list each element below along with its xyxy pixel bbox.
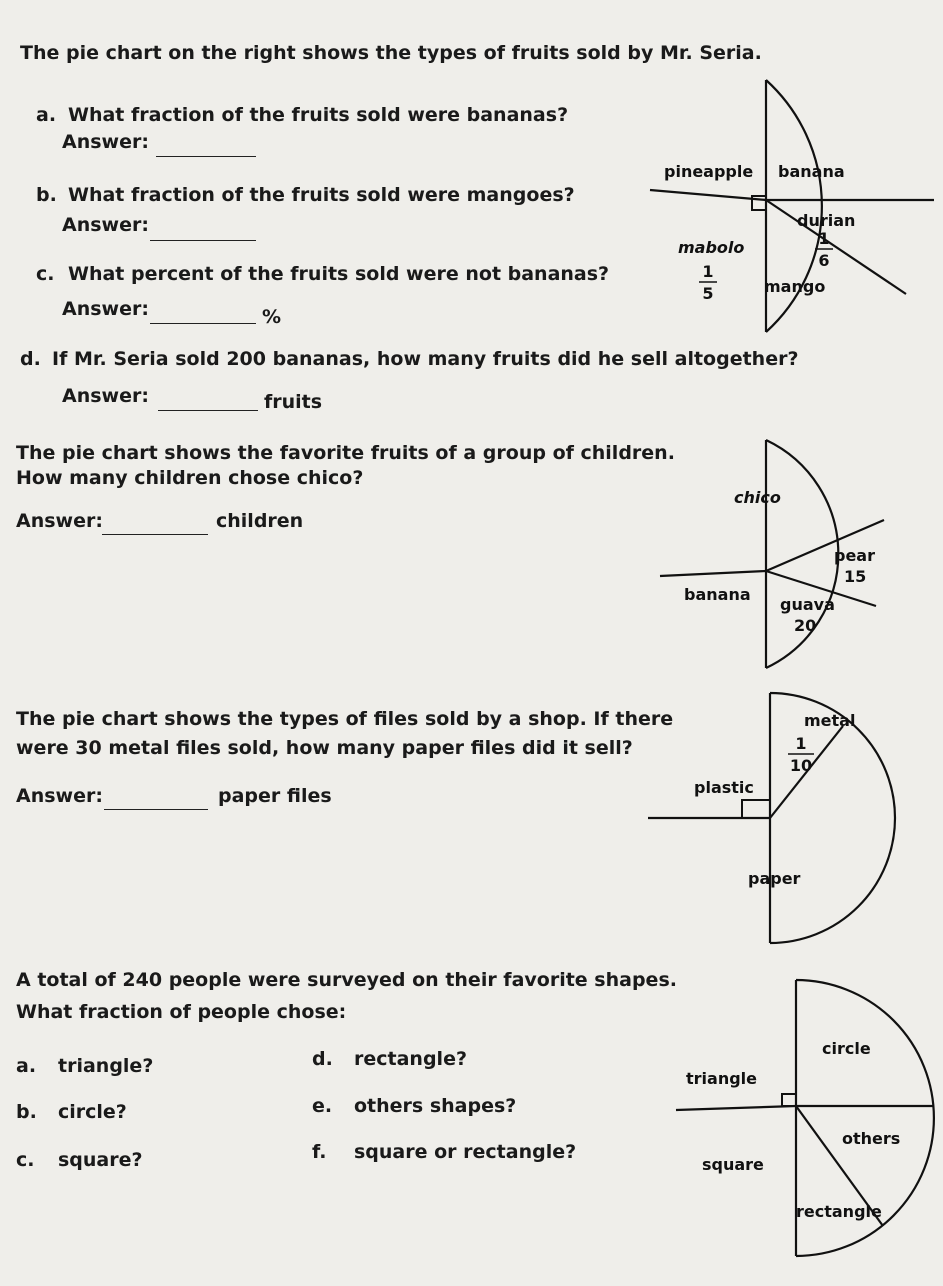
pie1-label-mabolo: mabolo — [678, 238, 745, 257]
pie1-mabolo-frac-num: 1 — [702, 262, 714, 281]
section3-unit: paper files — [218, 785, 332, 807]
pie3-label-metal: metal — [804, 711, 856, 730]
section4-item-e-text: others shapes? — [354, 1095, 517, 1117]
pie3-metal-frac-den: 10 — [789, 756, 813, 775]
pie2-value-guava: 20 — [794, 616, 817, 635]
pie2-label-banana: banana — [684, 585, 751, 604]
section4-line1: A total of 240 people were surveyed on their favorite shapes. — [16, 969, 677, 991]
fruits-unit: fruits — [264, 391, 323, 413]
section4-item-d-letter: d. — [312, 1048, 333, 1070]
section4-item-c-letter: c. — [16, 1149, 35, 1171]
pie3-metal-frac-num: 1 — [795, 734, 807, 753]
pie4-label-triangle: triangle — [686, 1069, 757, 1088]
answer-a-label: Answer: — [62, 131, 149, 153]
section4-item-a-text: triangle? — [58, 1055, 154, 1077]
pie4-label-rectangle: rectangle — [796, 1202, 882, 1221]
section4-item-e-letter: e. — [312, 1095, 333, 1117]
pie1-label-durian: durian — [797, 211, 856, 230]
section3-line1: The pie chart shows the types of files sold by a shop. If there — [16, 708, 674, 730]
pie1-mabolo-frac-den: 5 — [702, 284, 714, 303]
section2-unit: children — [216, 510, 304, 532]
pie4-label-square: square — [702, 1155, 764, 1174]
section2-answer-label: Answer: — [16, 510, 103, 532]
pie3-label-plastic: plastic — [694, 778, 754, 797]
section3-line2: were 30 metal files sold, how many paper files did it sell? — [16, 737, 633, 759]
pie1-label-pineapple: pineapple — [664, 162, 754, 181]
pie1-label-banana: banana — [778, 162, 845, 181]
section1-intro: The pie chart on the right shows the types of fruits sold by Mr. Seria. — [20, 42, 762, 64]
pie4-divider-triangle-square — [676, 1106, 796, 1110]
pie3-label-paper: paper — [748, 869, 801, 888]
pie1-label-mango: mango — [764, 277, 826, 296]
section4-item-a-letter: a. — [16, 1055, 37, 1077]
question-d-text: If Mr. Seria sold 200 bananas, how many fruits did he sell altogether? — [52, 348, 799, 370]
section4-item-d-text: rectangle? — [354, 1048, 467, 1070]
section4-item-f-text: square or rectangle? — [354, 1141, 577, 1163]
section3-answer-label: Answer: — [16, 785, 103, 807]
section4-item-f-letter: f. — [312, 1141, 327, 1163]
pie4-right-angle-mark — [782, 1094, 796, 1106]
pie2-label-guava: guava — [780, 595, 835, 614]
pie2-label-pear: pear — [834, 546, 875, 565]
section2-line2: How many children chose chico? — [16, 467, 364, 489]
percent-unit: % — [262, 306, 282, 328]
pie1-durian-frac-num: 1 — [818, 229, 830, 248]
answer-d-label: Answer: — [62, 385, 149, 407]
question-c-letter: c. — [36, 263, 55, 285]
section4-item-c-text: square? — [58, 1149, 143, 1171]
question-d-letter: d. — [20, 348, 41, 370]
pie4-label-others: others — [842, 1129, 901, 1148]
question-a-text: What fraction of the fruits sold were bananas? — [68, 104, 569, 126]
section4-line2: What fraction of people chose: — [16, 1001, 347, 1023]
pie4-label-circle: circle — [822, 1039, 871, 1058]
question-c-text: What percent of the fruits sold were not bananas? — [68, 263, 610, 285]
answer-b-label: Answer: — [62, 214, 149, 236]
section4-item-b-letter: b. — [16, 1101, 37, 1123]
section4-item-b-text: circle? — [58, 1101, 127, 1123]
question-b-letter: b. — [36, 184, 57, 206]
question-b-text: What fraction of the fruits sold were mangoes? — [68, 184, 575, 206]
question-a-letter: a. — [36, 104, 57, 126]
pie1-durian-frac-den: 6 — [818, 251, 830, 270]
pie2-value-pear: 15 — [844, 567, 867, 586]
section2-line1: The pie chart shows the favorite fruits of a group of children. — [16, 442, 675, 464]
answer-c-label: Answer: — [62, 298, 149, 320]
pie2-label-chico: chico — [734, 488, 781, 507]
